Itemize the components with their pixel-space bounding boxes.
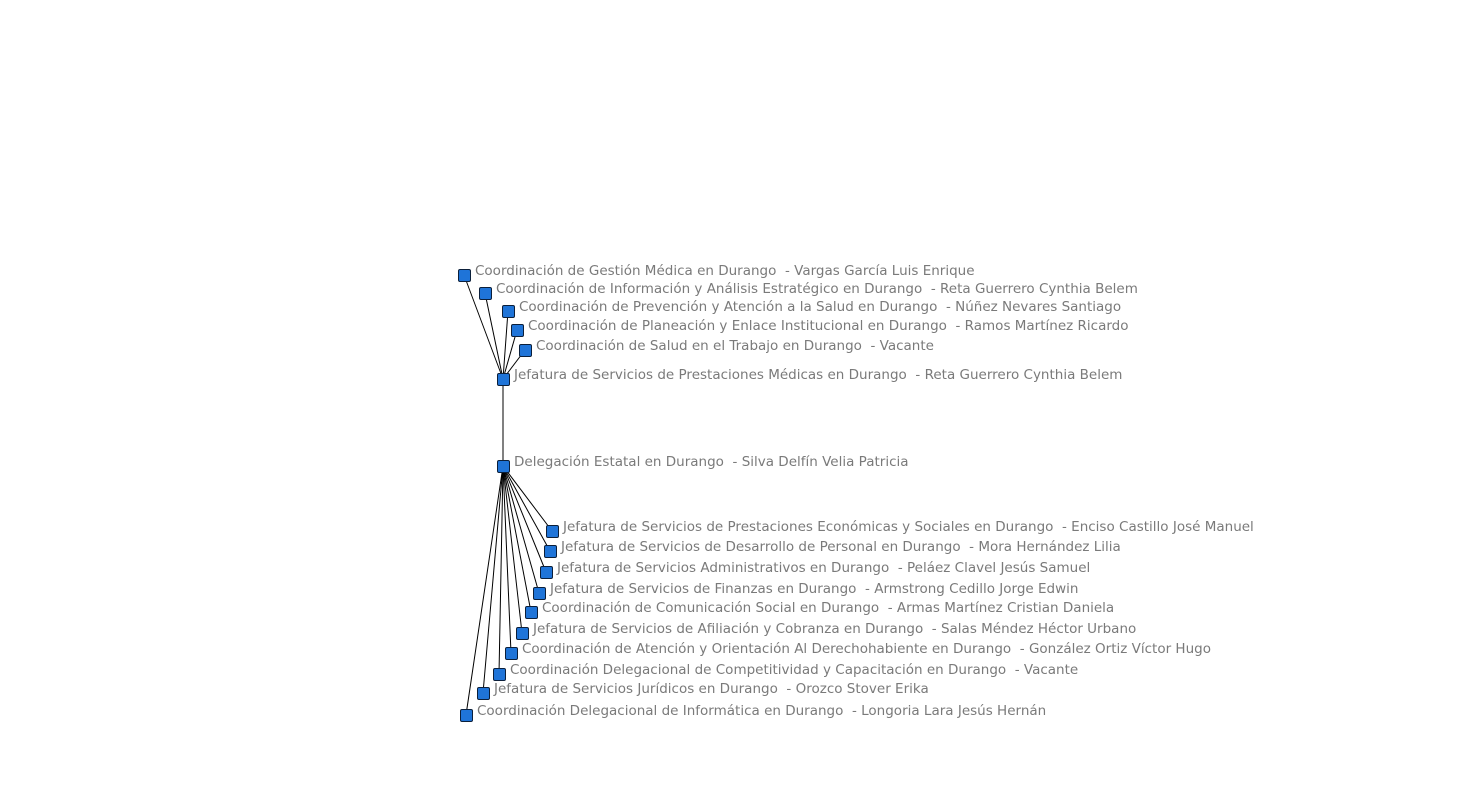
org-unit-name: Coordinación Delegacional de Competitividad y Capacitación en Durango — [510, 662, 1007, 678]
org-unit-name: Coordinación de Prevención y Atención a la Salud en Durango — [519, 299, 938, 315]
org-node-label — [522, 641, 1211, 657]
org-node-n1[interactable] — [458, 269, 471, 282]
org-unit-name: Jefatura de Servicios Administrativos en Durango — [557, 560, 890, 576]
org-unit-name: Jefatura de Servicios de Finanzas en Durango — [550, 581, 857, 597]
org-node-label — [475, 263, 975, 279]
org-person-name: Armstrong Cedillo Jorge Edwin — [874, 581, 1079, 597]
separator: - — [879, 600, 897, 616]
separator: - — [843, 703, 862, 719]
org-unit-name: Jefatura de Servicios Jurídicos en Durango — [494, 681, 778, 697]
edge-n7-n15 — [499, 466, 503, 674]
org-node-n15[interactable] — [493, 668, 506, 681]
org-person-name: Mora Hernández Lilia — [978, 539, 1121, 555]
separator: - — [946, 318, 965, 334]
org-node-n5[interactable] — [519, 344, 532, 357]
org-node-label — [477, 703, 1046, 719]
org-unit-name: Coordinación de Gestión Médica en Durango — [475, 263, 777, 279]
separator: - — [922, 281, 941, 297]
org-node-n14[interactable] — [505, 647, 518, 660]
edge-n6-n2 — [485, 293, 503, 379]
org-unit-name: Jefatura de Servicios de Prestaciones Económicas y Sociales en Durango — [563, 519, 1054, 535]
edge-n7-n11 — [503, 466, 539, 593]
org-node-n12[interactable] — [525, 606, 538, 619]
org-node-label — [519, 299, 1121, 315]
org-node-label — [510, 662, 1078, 678]
org-node-label — [536, 338, 934, 354]
org-person-name: Salas Méndez Héctor Urbano — [940, 621, 1137, 637]
org-node-n6[interactable] — [497, 373, 510, 386]
org-unit-name: Coordinación de Planeación y Enlace Institucional en Durango — [528, 318, 947, 334]
org-unit-name: Coordinación de Atención y Orientación Al Derechohabiente en Durango — [522, 641, 1012, 657]
org-node-label — [494, 681, 929, 697]
org-person-name: Vacante — [1023, 662, 1079, 678]
org-node-label — [561, 539, 1121, 555]
org-person-name: Armas Martínez Cristian Daniela — [896, 600, 1115, 616]
org-node-label — [563, 519, 1254, 535]
separator: - — [937, 299, 956, 315]
org-node-n2[interactable] — [479, 287, 492, 300]
org-node-label — [557, 560, 1090, 576]
org-node-n8[interactable] — [546, 525, 559, 538]
org-node-n13[interactable] — [516, 627, 529, 640]
org-unit-name: Coordinación de Comunicación Social en Durango — [542, 600, 880, 616]
org-node-label — [514, 367, 1122, 383]
org-node-n9[interactable] — [544, 545, 557, 558]
org-person-name: Ramos Martínez Ricardo — [964, 318, 1129, 334]
org-unit-name: Delegación Estatal en Durango — [514, 454, 724, 470]
org-person-name: Vacante — [879, 338, 934, 354]
separator: - — [960, 539, 979, 555]
org-node-label — [550, 581, 1078, 597]
separator: - — [777, 681, 796, 697]
org-person-name: Peláez Clavel Jesús Samuel — [906, 560, 1091, 576]
org-unit-name: Jefatura de Servicios de Prestaciones Médicas en Durango — [514, 367, 907, 383]
org-node-label — [533, 621, 1136, 637]
org-person-name: Enciso Castillo José Manuel — [1071, 519, 1254, 535]
org-unit-name: Jefatura de Servicios de Desarrollo de Personal en Durango — [561, 539, 961, 555]
separator: - — [723, 454, 742, 470]
org-person-name: Orozco Stover Erika — [795, 681, 929, 697]
org-node-n7[interactable] — [497, 460, 510, 473]
separator: - — [1011, 641, 1029, 657]
org-node-n17[interactable] — [460, 709, 473, 722]
separator: - — [1053, 519, 1072, 535]
org-unit-name: Coordinación de Información y Análisis Estratégico en Durango — [496, 281, 923, 297]
org-person-name: González Ortiz Víctor Hugo — [1028, 641, 1211, 657]
org-unit-name: Coordinación de Salud en el Trabajo en Durango — [536, 338, 862, 354]
separator: - — [856, 581, 875, 597]
separator: - — [889, 560, 907, 576]
edge-n7-n14 — [503, 466, 511, 653]
org-person-name: Reta Guerrero Cynthia Belem — [940, 281, 1138, 297]
org-node-n11[interactable] — [533, 587, 546, 600]
org-node-label — [514, 454, 909, 470]
separator: - — [861, 338, 880, 354]
org-person-name: Núñez Nevares Santiago — [955, 299, 1122, 315]
org-node-n10[interactable] — [540, 566, 553, 579]
org-node-label — [528, 318, 1129, 334]
separator: - — [776, 263, 795, 279]
org-unit-name: Jefatura de Servicios de Afiliación y Cobranza en Durango — [533, 621, 924, 637]
org-node-n16[interactable] — [477, 687, 490, 700]
edge-n7-n9 — [503, 466, 550, 551]
org-person-name: Vargas García Luis Enrique — [794, 263, 975, 279]
separator: - — [906, 367, 925, 383]
org-person-name: Reta Guerrero Cynthia Belem — [924, 367, 1123, 383]
org-unit-name: Coordinación Delegacional de Informática en Durango — [477, 703, 844, 719]
edge-n7-n8 — [503, 466, 552, 531]
org-node-n4[interactable] — [511, 324, 524, 337]
org-node-label — [542, 600, 1114, 616]
org-person-name: Longoria Lara Jesús Hernán — [861, 703, 1047, 719]
separator: - — [1006, 662, 1024, 678]
separator: - — [923, 621, 941, 637]
org-node-n3[interactable] — [502, 305, 515, 318]
org-node-label — [496, 281, 1138, 297]
org-person-name: Silva Delfín Velia Patricia — [741, 454, 909, 470]
